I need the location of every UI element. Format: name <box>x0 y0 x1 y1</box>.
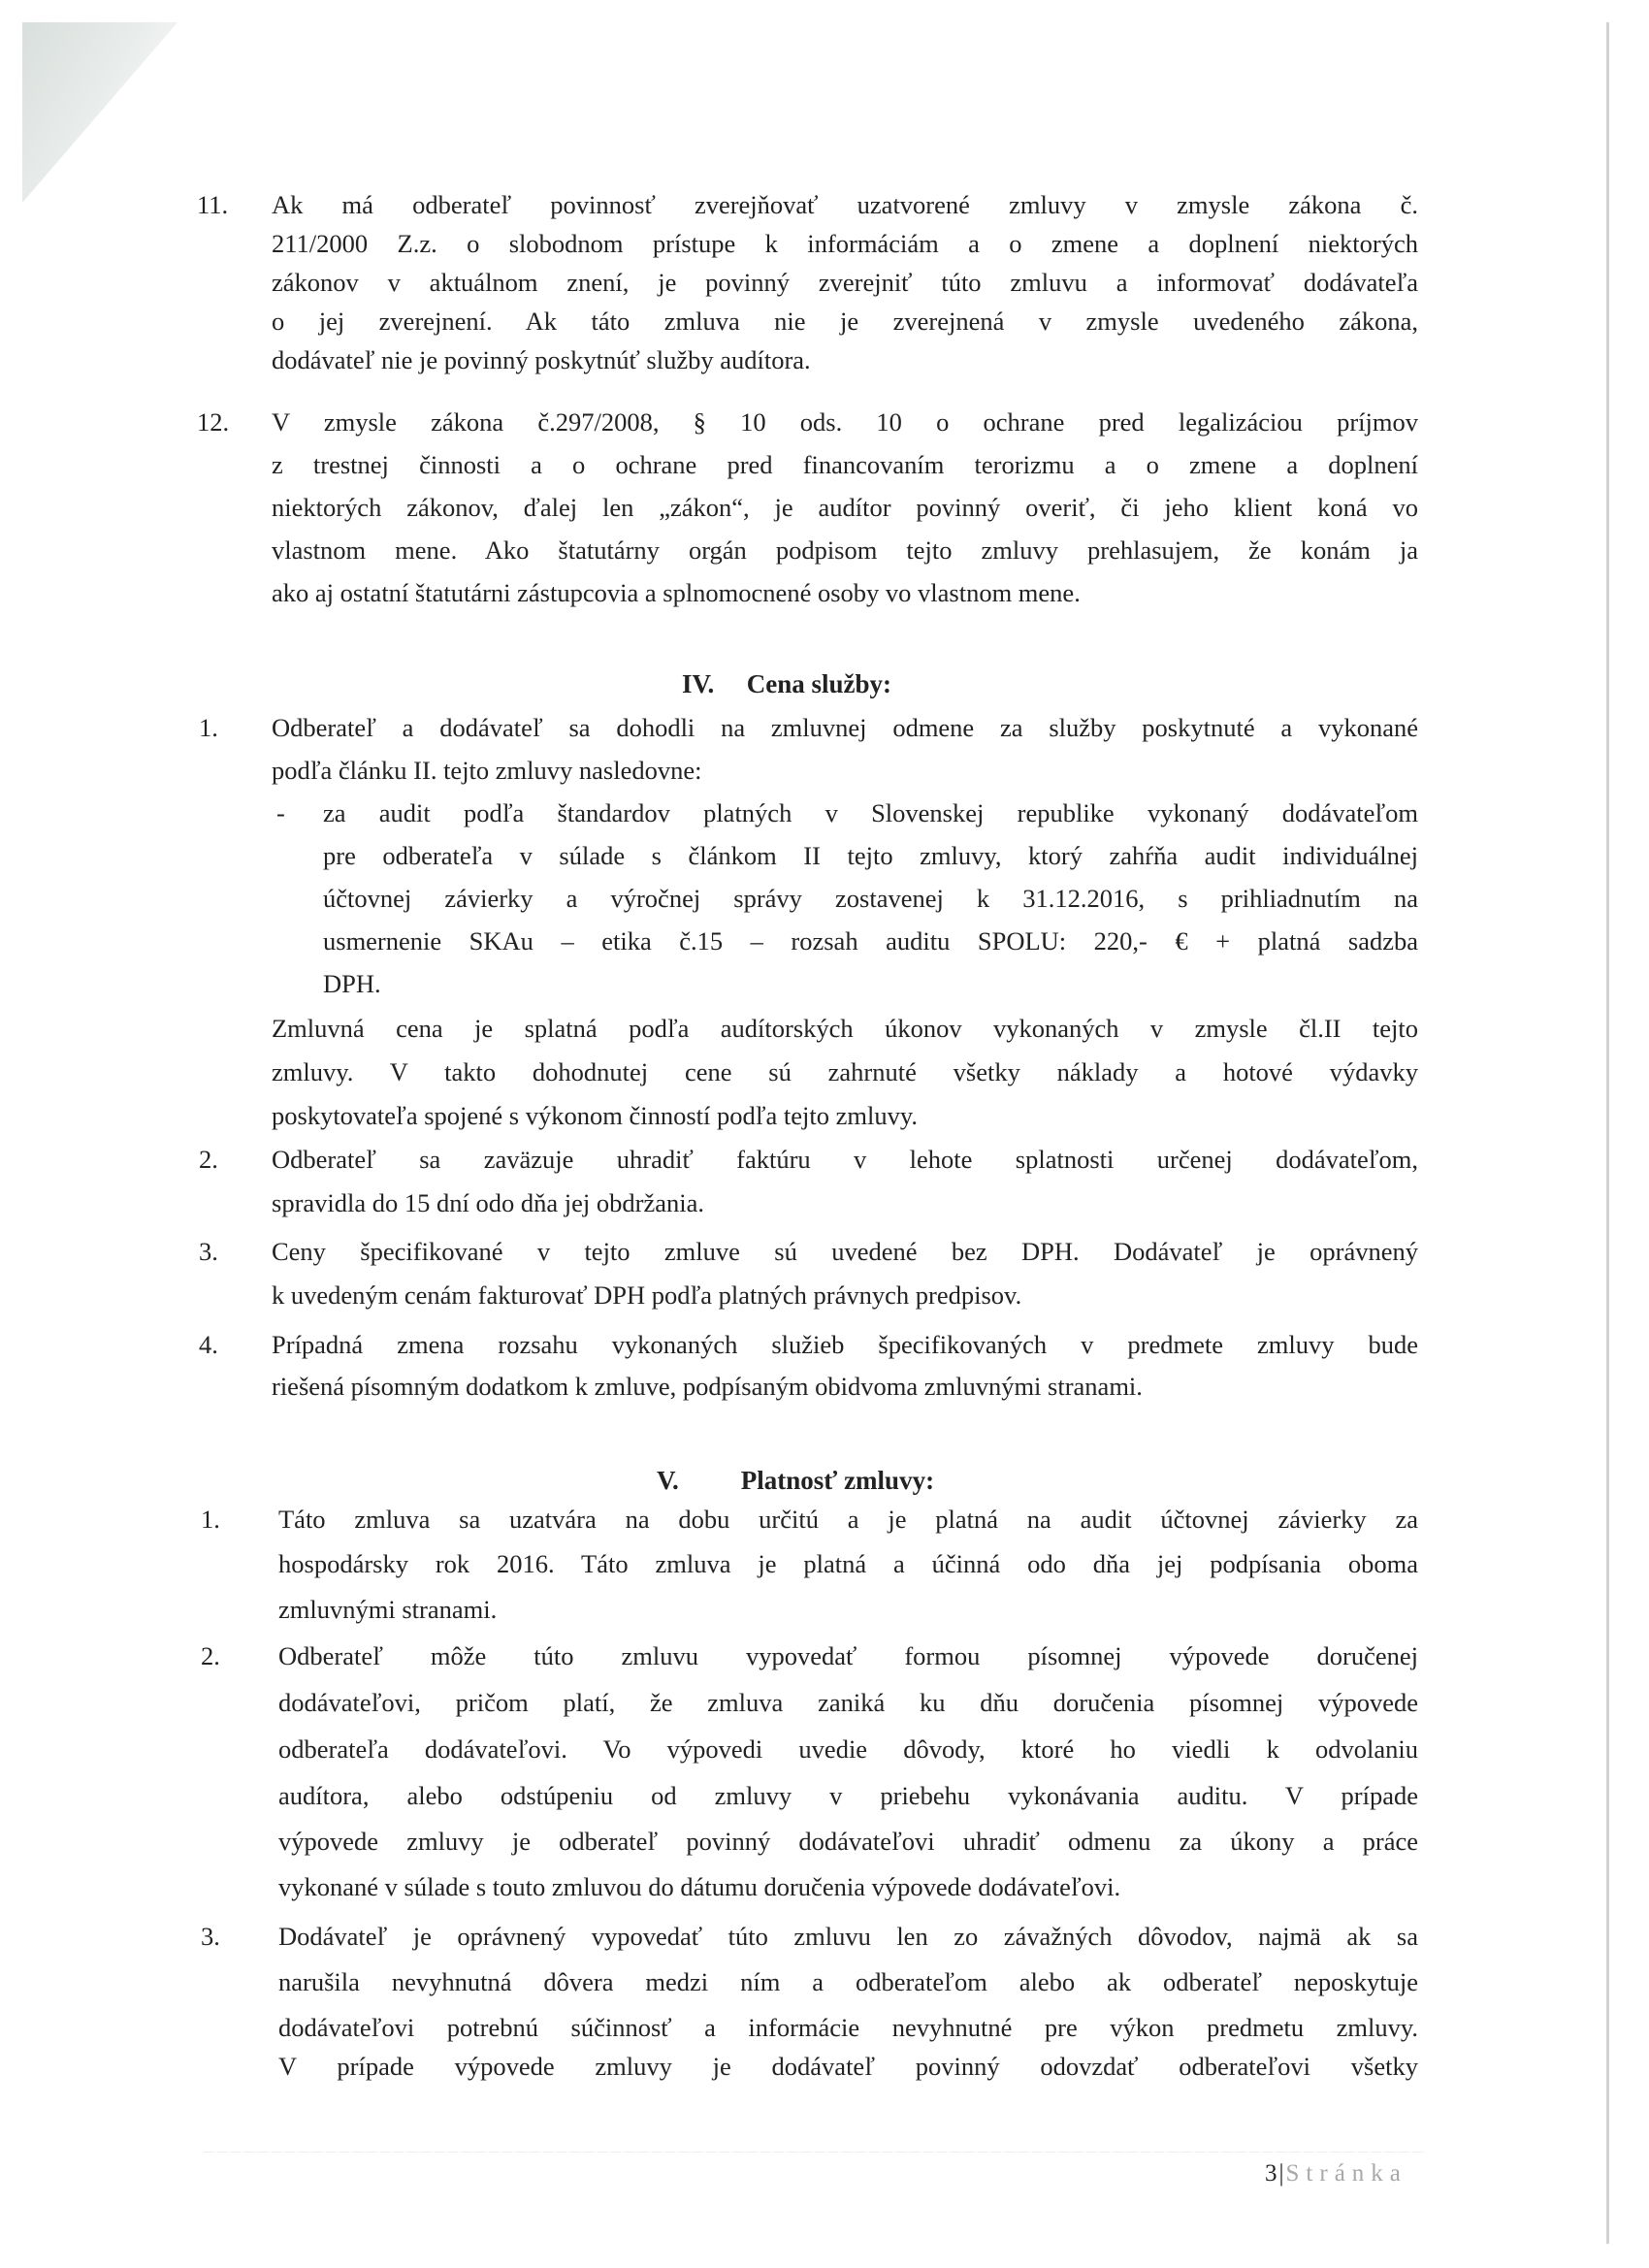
page-curl-corner <box>22 22 178 203</box>
section-heading-iv <box>682 669 891 698</box>
page-footer <box>1265 2159 1407 2188</box>
section-numeral: V. <box>657 1466 679 1495</box>
item-line: V prípade výpovede zmluvy je dodávateľ povinný odovzdať odberateľovi všetky <box>278 2052 1418 2081</box>
item-line: Ceny špecifikované v tejto zmluve sú uvedené bez DPH. Dodávateľ je oprávnený <box>272 1237 1418 1266</box>
item-line: výpovede zmluvy je odberateľ povinný dodávateľovi uhradiť odmenu za úkony a práce <box>278 1827 1418 1856</box>
footer-label: Stránka <box>1285 2160 1407 2187</box>
item-line: riešená písomným dodatkom k zmluve, podpísaným obidvoma zmluvnými stranami. <box>272 1372 1143 1401</box>
item-number: 4. <box>199 1330 218 1359</box>
item-number: 3. <box>201 1922 220 1951</box>
bullet-line: za audit podľa štandardov platných v Slovenskej republike vykonaný dodávateľom <box>323 798 1418 827</box>
item-12-line: V zmysle zákona č.297/2008, § 10 ods. 10 o ochrane pred legalizáciou príjmov <box>272 407 1418 437</box>
item-line: zmluvnými stranami. <box>278 1595 498 1624</box>
item-line: Odberateľ sa zaväzuje uhradiť faktúru v lehote splatnosti určenej dodávateľom, <box>272 1145 1418 1174</box>
item-line: Táto zmluva sa uzatvára na dobu určitú a je platná na audit účtovnej závierky za <box>278 1505 1418 1534</box>
item-line: zmluvy. V takto dohodnutej cene sú zahrnuté všetky náklady a hotové výdavky <box>272 1057 1418 1086</box>
page-edge-line <box>1606 22 1609 2244</box>
item-11-line: zákonov v aktuálnom znení, je povinný zverejniť túto zmluvu a informovať dodávateľa <box>272 268 1418 297</box>
page-number: 3 <box>1265 2160 1277 2187</box>
bullet-line: pre odberateľa v súlade s článkom II tejto zmluvy, ktorý zahŕňa audit individuálnej <box>323 841 1418 870</box>
section-title: Platnosť zmluvy: <box>740 1466 935 1495</box>
item-line: Odberateľ môže túto zmluvu vypovedať formou písomnej výpovede doručenej <box>278 1641 1418 1670</box>
section-heading-v <box>657 1466 934 1495</box>
section-numeral: IV. <box>682 669 715 698</box>
item-11-line: o jej zverejnení. Ak táto zmluva nie je zverejnená v zmysle uvedeného zákona, <box>272 307 1418 336</box>
item-line: Dodávateľ je oprávnený vypovedať túto zmluvu len zo závažných dôvodov, najmä ak sa <box>278 1922 1418 1951</box>
bullet-line: usmernenie SKAu – etika č.15 – rozsah auditu SPOLU: 220,- € + platná sadzba <box>323 926 1418 956</box>
item-12-line: vlastnom mene. Ako štatutárny orgán podpisom tejto zmluvy prehlasujem, že konám ja <box>272 535 1418 565</box>
section-title: Cena služby: <box>746 669 892 698</box>
bullet-line: DPH. <box>323 969 381 998</box>
item-line: odberateľa dodávateľovi. Vo výpovedi uvedie dôvody, ktoré ho viedli k odvolaniu <box>278 1734 1418 1764</box>
item-number: 2. <box>199 1145 218 1174</box>
footer-rule <box>204 2152 1426 2153</box>
item-line: Zmluvná cena je splatná podľa audítorských úkonov vykonaných v zmysle čl.II tejto <box>272 1014 1418 1043</box>
item-line: Prípadná zmena rozsahu vykonaných služieb špecifikovaných v predmete zmluvy bude <box>272 1330 1418 1359</box>
item-line: poskytovateľa spojené s výkonom činností podľa tejto zmluvy. <box>272 1101 919 1130</box>
item-line: spravidla do 15 dní odo dňa jej obdržania. <box>272 1188 704 1217</box>
item-12-line: niektorých zákonov, ďalej len „zákon“, je audítor povinný overiť, či jeho klient koná vo <box>272 493 1418 522</box>
item-11-line: Ak má odberateľ povinnosť zverejňovať uzatvorené zmluvy v zmysle zákona č. <box>272 190 1418 219</box>
item-number-11: 11. <box>197 190 229 219</box>
item-11-line: dodávateľ nie je povinný poskytnúť služby audítora. <box>272 345 811 374</box>
item-number: 2. <box>201 1641 220 1670</box>
item-number: 3. <box>199 1237 218 1266</box>
item-number-12: 12. <box>197 407 230 437</box>
item-line: podľa článku II. tejto zmluvy nasledovne: <box>272 756 702 785</box>
item-line: hospodársky rok 2016. Táto zmluva je platná a účinná odo dňa jej podpísania oboma <box>278 1549 1418 1578</box>
item-line: k uvedeným cenám fakturovať DPH podľa platných právnych predpisov. <box>272 1280 1022 1310</box>
item-line: Odberateľ a dodávateľ sa dohodli na zmluvnej odmene za služby poskytnuté a vykonané <box>272 713 1418 742</box>
item-line: dodávateľovi potrebnú súčinnosť a informácie nevyhnutné pre výkon predmetu zmluvy. <box>278 2013 1418 2042</box>
item-number: 1. <box>199 713 218 742</box>
item-line: dodávateľovi, pričom platí, že zmluva zaniká ku dňu doručenia písomnej výpovede <box>278 1688 1418 1717</box>
bullet-line: účtovnej závierky a výročnej správy zostavenej k 31.12.2016, s prihliadnutím na <box>323 884 1418 913</box>
item-number: 1. <box>201 1505 220 1534</box>
item-11-line: 211/2000 Z.z. o slobodnom prístupe k informáciám a o zmene a doplnení niektorých <box>272 229 1418 258</box>
item-line: narušila nevyhnutná dôvera medzi ním a odberateľom alebo ak odberateľ neposkytuje <box>278 1967 1418 1996</box>
bullet-dash: - <box>276 798 285 827</box>
footer-separator: | <box>1278 2160 1284 2187</box>
item-12-line: z trestnej činnosti a o ochrane pred financovaním terorizmu a o zmene a doplnení <box>272 450 1418 479</box>
item-12-line: ako aj ostatní štatutárni zástupcovia a splnomocnené osoby vo vlastnom mene. <box>272 578 1081 607</box>
item-line: vykonané v súlade s touto zmluvou do dátumu doručenia výpovede dodávateľovi. <box>278 1872 1121 1901</box>
item-line: audítora, alebo odstúpeniu od zmluvy v priebehu vykonávania auditu. V prípade <box>278 1781 1418 1810</box>
